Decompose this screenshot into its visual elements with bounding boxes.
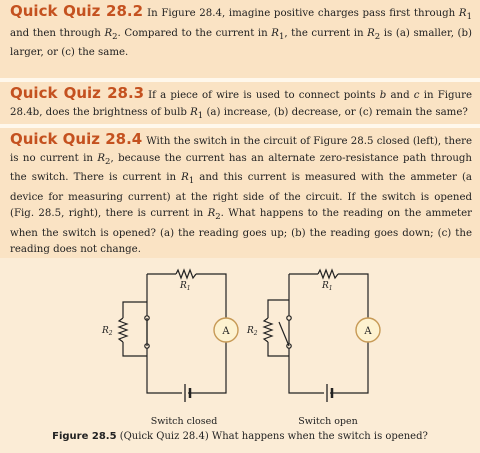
switch-contact — [287, 316, 291, 320]
switch-open-icon — [279, 322, 289, 346]
circuit-switch-closed — [119, 270, 238, 402]
label-r1: $R_1$ — [322, 281, 333, 292]
resistor-r1-icon — [318, 270, 338, 278]
quiz-28-2-title: Quick Quiz 28.2 — [10, 2, 144, 20]
label-r2: $R_2$ — [102, 326, 113, 337]
ammeter-label: A — [364, 326, 372, 337]
quiz-28-2-paragraph: Quick Quiz 28.2 In Figure 28.4, imagine positive charges pass first through $R_1$ and then through $R_2$. Compared to the current in $R_1$, the current in $R_2$ is (a) smaller, (b) larger, or (c) the same. — [10, 2, 472, 59]
resistor-r2-icon — [264, 318, 272, 342]
label-r2: $R_2$ — [247, 326, 258, 337]
circuit-labels-left — [101, 281, 230, 427]
figure-caption — [0, 431, 480, 442]
ammeter-label: A — [222, 326, 230, 337]
circuit-labels-right — [246, 281, 372, 427]
resistor-r1-icon — [176, 270, 196, 278]
branch-wire — [123, 302, 147, 356]
caption-switch-closed: Switch closed — [150, 416, 218, 427]
quiz-28-3-paragraph: Quick Quiz 28.3 If a piece of wire is used to connect points b and c in Figure 28.4b, does the brightness of bulb $R_1$ (a) increase, (b) decrease, or (c) remain the same? — [10, 84, 473, 121]
figure-caption-text: (Quick Quiz 28.4) What happens when the switch is opened? — [116, 431, 428, 442]
quiz-28-4-paragraph: Quick Quiz 28.4 With the switch in the circuit of Figure 28.5 closed (left), there is no current in $R_2$, because the current has an alternate zero-resistance path through the switch. There is current in $R_1$ and this current is measured with the ammeter (a device for measuring current) at the right side of the circuit. If the switch is opened (Fig. 28.5, right), there is current in $R_2$. What happens to the reading on the ammeter when the switch is opened? (a) the reading goes up; (b) the reading goes down; (c) the reading does not change. — [10, 130, 473, 256]
resistor-r2-icon — [119, 318, 127, 342]
branch-wire — [268, 300, 289, 356]
figure-label: Figure 28.5 — [52, 431, 117, 442]
label-r1: $R_1$ — [180, 281, 191, 292]
quiz-28-3-title: Quick Quiz 28.3 — [10, 84, 145, 102]
caption-switch-open: Switch open — [298, 416, 358, 427]
quiz-28-4-title: Quick Quiz 28.4 — [10, 130, 143, 148]
